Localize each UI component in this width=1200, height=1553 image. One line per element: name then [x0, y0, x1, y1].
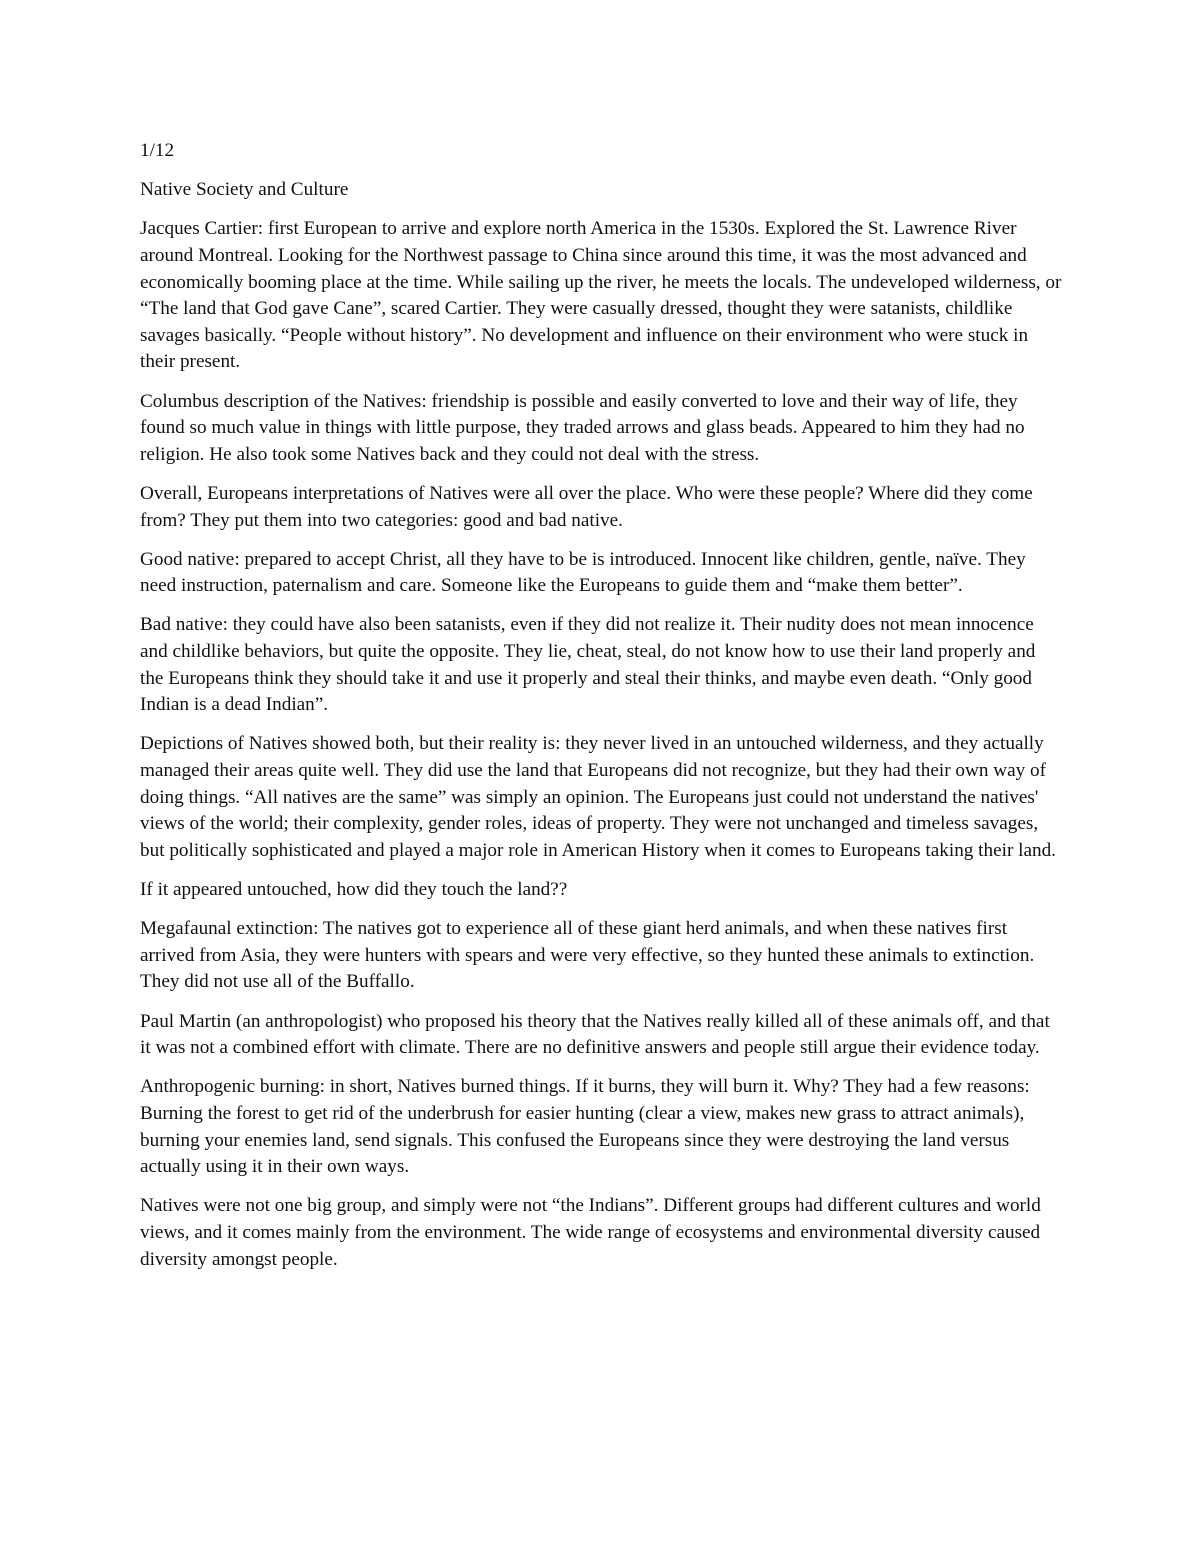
paragraph-question: If it appeared untouched, how did they touch the land?? [140, 879, 568, 900]
paragraph-depictions: Depictions of Natives showed both, but their reality is: they never lived in an untouched wilderness, and they actually managed their areas quite well. They did use the land that Europeans did not recognize, but they had their own way of doing things. “All natives are the same” was simply an opinion. The Europeans just could not understand the natives' views of the world; their complexity, gender roles, ideas of property. They were not unchanged and timeless savages, but politically sophisticated and played a major role in American History when it comes to Europeans taking their land. [140, 733, 1056, 861]
paragraph-columbus: Columbus description of the Natives: friendship is possible and easily converted to love and their way of life, they found so much value in things with little purpose, they traded arrows and glass beads. Appeared to him they had no religion. He also took some Natives back and they could not deal with the stress. [140, 390, 1025, 465]
document-body [140, 138, 1062, 1286]
paragraph-bad-native: Bad native: they could have also been satanists, even if they did not realize it. Their nudity does not mean innocence and childlike behaviors, but quite the opposite. They lie, cheat, steal, do not know how to use their land properly and the Europeans think they should take it and use it properly and steal their thinks, and maybe even death. “Only good Indian is a dead Indian”. [140, 614, 1036, 716]
paragraph-anthropogenic: Anthropogenic burning: in short, Natives burned things. If it burns, they will burn it. Why? They had a few reasons: Burning the forest to get rid of the underbrush for easier hunting (clear a view, makes new grass to attract animals), burning your enemies land, send signals. This confused the Europeans since they were destroying the land versus actually using it in their own ways. [140, 1076, 1030, 1178]
paragraph-good-native: Good native: prepared to accept Christ, all they have to be is introduced. Innocent like children, gentle, naïve. They need instruction, paternalism and care. Someone like the Europeans to guide them and “make them better”. [140, 548, 1026, 597]
paragraph-overall: Overall, Europeans interpretations of Natives were all over the place. Who were these people? Where did they come from? They put them into two categories: good and bad native. [140, 482, 1033, 531]
document-title: Native Society and Culture [140, 179, 349, 201]
paragraph-jacques-cartier: Jacques Cartier: first European to arrive and explore north America in the 1530s. Explored the St. Lawrence River around Montreal. Looking for the Northwest passage to China since around this time, it was the most advanced and economically booming place at the time. While sailing up the river, he meets the locals. The undeveloped wilderness, or “The land that God gave Cane”, scared Cartier. They were casually dressed, thought they were satanists, childlike savages basically. “People without history”. No development and influence on their environment who were stuck in their present. [140, 218, 1062, 373]
paragraph-natives-groups: Natives were not one big group, and simply were not “the Indians”. Different groups had different cultures and world views, and it comes mainly from the environment. The wide range of ecosystems and environmental diversity caused diversity amongst people. [140, 1195, 1041, 1270]
paragraph-paul-martin: Paul Martin (an anthropologist) who proposed his theory that the Natives really killed all of these animals off, and that it was not a combined effort with climate. There are no definitive answers and people still argue their evidence today. [140, 1010, 1050, 1059]
paragraph-megafaunal: Megafaunal extinction: The natives got to experience all of these giant herd animals, and when these natives first arrived from Asia, they were hunters with spears and were very effective, so they hunted these animals to extinction. They did not use all of the Buffallo. [140, 918, 1035, 993]
date-line: 1/12 [140, 140, 175, 161]
